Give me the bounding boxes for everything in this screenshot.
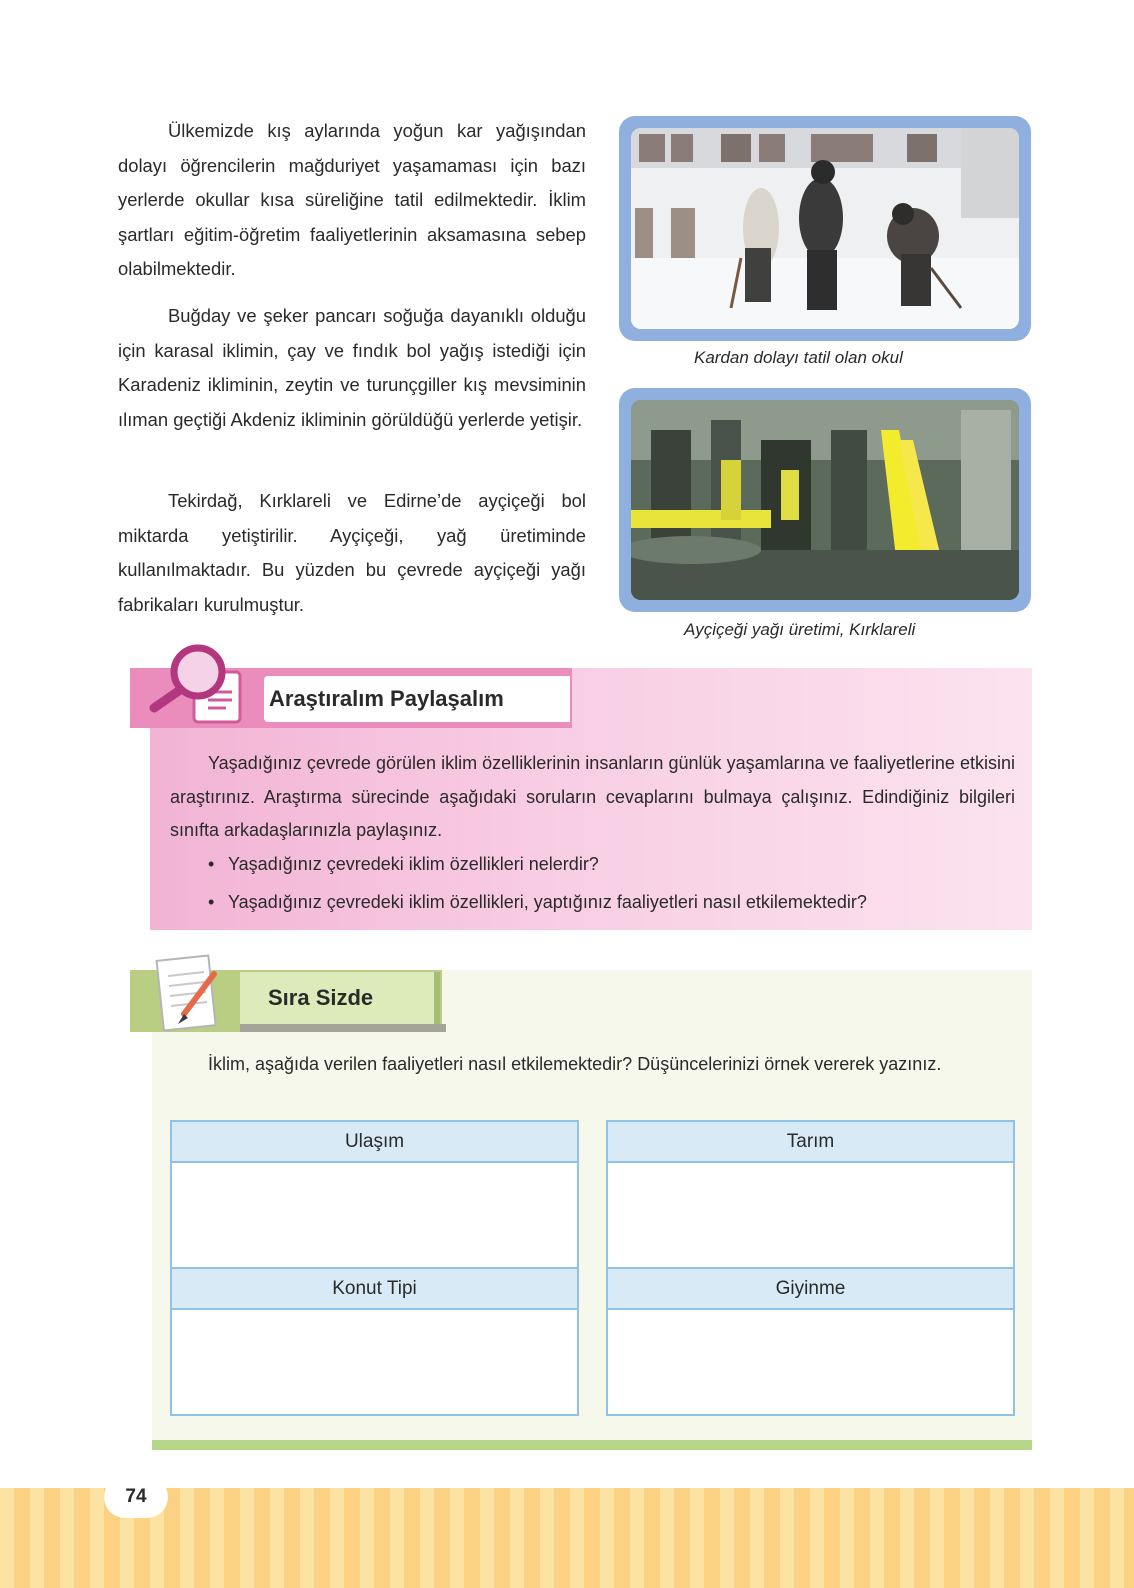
striped-footer: [0, 1488, 1134, 1588]
table-right: [606, 1120, 1015, 1416]
table-header-ulasim: Ulaşım: [172, 1122, 577, 1163]
table-left: [170, 1120, 579, 1416]
magnifier-icon: [148, 642, 252, 728]
bullet-text: Yaşadığınız çevredeki iklim özellikleri, yaptığınız faaliyetleri nasıl etkilemektedir?: [228, 892, 867, 912]
paragraph-sunflower: Tekirdağ, Kırklareli ve Edirne’de ayçiçeği bol miktarda yetiştirilir. Ayçiçeği, yağ üretiminde kullanılmaktadır. Bu yüzden bu çevrede ayçiçeği yağı fabrikaları kurulmuştur.: [118, 490, 586, 615]
research-bullet: [208, 888, 867, 916]
photo-snow-school: [619, 116, 1031, 341]
sira-sizde-text: İklim, aşağıda verilen faaliyetleri nasıl etkilemektedir? Düşüncelerinizi örnek vererek yazınız.: [208, 1054, 942, 1074]
paragraph-crops: Buğday ve şeker pancarı soğuğa dayanıklı olduğu için karasal iklimin, çay ve fındık bol yağış istediği için Karadeniz ikliminin, zeytin ve turunçgiller kış mevsiminin ılıman geçtiği Akdeniz ikliminin görüldüğü yerlerde yetişir.: [118, 305, 586, 430]
table-header-giyinme: Giyinme: [608, 1267, 1013, 1310]
research-bullet: [208, 850, 599, 878]
photo-caption-factory: Ayçiçeği yağı üretimi, Kırklareli: [684, 620, 916, 639]
photo-oil-factory: [619, 388, 1031, 612]
sira-sizde-title: Sıra Sizde: [240, 972, 440, 1024]
research-text: Yaşadığınız çevrede görülen iklim özelliklerinin insanların günlük yaşamlarına ve faaliyetlerine etkisini araştırınız. Araştırma sürecinde aşağıdaki soruların cevaplarını bulmaya çalışınız. Edindiğiniz bilgileri sınıfta arkadaşlarınızla paylaşınız.: [170, 753, 1015, 840]
bullet-text: Yaşadığınız çevredeki iklim özellikleri nelerdir?: [228, 854, 599, 874]
green-divider: [152, 1440, 1032, 1450]
sira-sizde-tab-shadow: [240, 1024, 446, 1032]
answer-cell-ulasim[interactable]: [172, 1163, 577, 1267]
notepad-pencil-icon: [154, 952, 230, 1036]
bullet-symbol: •: [208, 854, 215, 874]
snow-scene-illustration: [631, 128, 1019, 329]
answer-cell-konut-tipi[interactable]: [172, 1310, 577, 1414]
photo-caption-snow: Kardan dolayı tatil olan okul: [694, 348, 903, 367]
page-number: 74: [104, 1476, 168, 1518]
factory-illustration: [631, 400, 1019, 600]
table-header-tarim: Tarım: [608, 1122, 1013, 1163]
paragraph-snow: Ülkemizde kış aylarında yoğun kar yağışından dolayı öğrencilerin mağduriyet yaşamaması için bazı yerlerde okullar kısa süreliğine tatil edilmektedir. İklim şartları eğitim-öğretim faaliyetlerinin aksamasına sebep olabilmektedir.: [118, 120, 586, 279]
bullet-symbol: •: [208, 892, 215, 912]
table-header-konut-tipi: Konut Tipi: [172, 1267, 577, 1310]
research-title: Araştıralım Paylaşalım: [264, 676, 570, 722]
answer-cell-tarim[interactable]: [608, 1163, 1013, 1267]
answer-cell-giyinme[interactable]: [608, 1310, 1013, 1414]
